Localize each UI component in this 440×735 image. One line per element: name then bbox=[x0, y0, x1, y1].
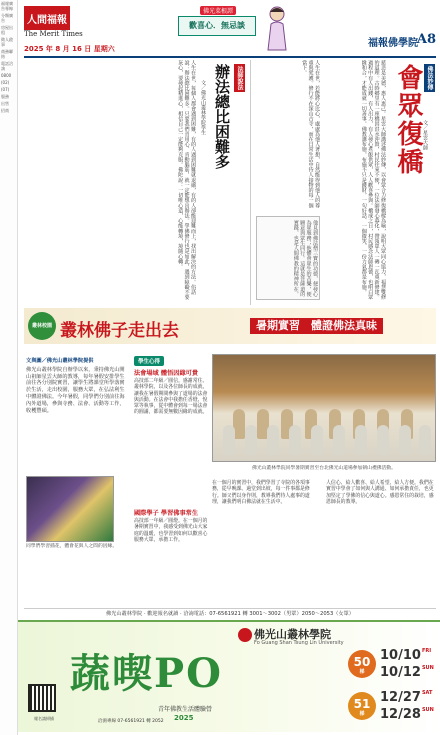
section-name: 福報佛學院 bbox=[368, 38, 418, 49]
classified-item: 電話洽詢 bbox=[1, 61, 13, 71]
classified-item: 福報廣告專線 bbox=[1, 1, 13, 11]
mid-article-author: 文／佛光山叢林學院學生 bbox=[200, 80, 206, 135]
classified-item: (07) bbox=[1, 87, 10, 92]
session-start-date: $10/10^{FRI}$ bbox=[380, 648, 432, 663]
feature-column-4: 人信心、給人歡喜、給人希望、給人方便。我們在實習中學會了如何與人溝通、如何承擔責任，也更加堅定了學佛的信心與道心。感恩常住的栽培，感恩師長的教導。 bbox=[326, 480, 434, 505]
session-number: 51 梯 bbox=[348, 692, 376, 720]
quote-text: 他見到佛法僧三寶的功德，便發心為眾服務；他體會眾生的苦樂，便願意與眾生同行。這就是菩薩道的實踐，也是人間佛教的精神所在。 bbox=[292, 220, 318, 297]
classified-item: 分類廣告 bbox=[1, 13, 13, 23]
classified-item: 出售 bbox=[1, 101, 9, 106]
feature-badge: 叢林校園 bbox=[28, 312, 56, 340]
feature-intro bbox=[26, 358, 126, 414]
column-label: 佛法妙傳 bbox=[426, 66, 433, 90]
photo-person bbox=[399, 425, 411, 455]
classified-item: 徵人啟事 bbox=[1, 37, 13, 47]
feature-byline: 文與圖／佛光山叢林學院提供 bbox=[26, 358, 94, 364]
photo-person bbox=[223, 425, 235, 455]
group-photo-caption: 佛光山叢林學院同學暑期實習至台北佛光山道場參加朝山禮佛活動。 bbox=[252, 466, 396, 471]
org-logo-icon bbox=[238, 628, 252, 642]
group-photo bbox=[212, 354, 436, 462]
reflection-2-title: 國際學子 學習佛事常生 bbox=[134, 510, 199, 517]
photo-person bbox=[245, 425, 257, 455]
main-article-body: 慈悲是美德，惠人惠己。星雲大師講述佛法妙傳，以會眾合力修復橋樑為喻，說明大眾同心協力，福慧雙修的道理。古時鄉里有一座橋因洪水沖毀，村民往來不便，一位法師發心募化，帶領眾人一磚一瓦重新修建。過程中有人出錢，有人出力，有人發心煮飯供眾，人人歡喜參與。橋成之日，村民感念法師恩德，也明白眾緣和合，才能成就一切善事。佛教講布施，布施不只是錢財，一句好話、一個微笑、一份力氣都是布施。 bbox=[360, 60, 386, 300]
column-tag: 佛光菜根譚 bbox=[200, 6, 236, 15]
feature-section bbox=[18, 308, 440, 608]
classified-item: 服務 bbox=[1, 94, 9, 99]
classified-item: 招商 bbox=[1, 108, 9, 113]
advertisement bbox=[18, 620, 440, 732]
feature-intro-text: 佛光山叢林學院自辦學以來，秉持佛光山開山祖師星雲大師的教導，每年暑假安排學生前往各分別院實習，讓學生將課堂所學落實於生活，走出校園，服務大眾，在弘法利生中體證佛法。今年暑假，同學們分別前往海內外道場，參與寺務、法會、活動等工作，收穫豐碩。 bbox=[26, 366, 125, 414]
classified-strip bbox=[0, 0, 18, 735]
photo-person bbox=[333, 425, 345, 455]
photo-caption: 同學們學習插花，體會花與人之間的因緣。 bbox=[26, 544, 118, 549]
column-title: 歡喜心．無忌談 bbox=[178, 16, 256, 36]
feature-title: 叢林佛子走出去 bbox=[60, 321, 179, 341]
photo-person bbox=[355, 425, 367, 455]
main-article-title: 會眾復橋 bbox=[393, 64, 423, 176]
reflection-1-title: 法會場域 體悟因緣可貴 bbox=[134, 370, 199, 377]
main-article-author: 文／星雲大師 bbox=[422, 120, 428, 150]
session-number: 50 梯 bbox=[348, 650, 376, 678]
ad-headline: 蔬喫PO bbox=[70, 650, 223, 697]
photo-person bbox=[311, 425, 323, 455]
admissions-info-bar: 佛光山叢林學院 · 歡迎報名就讀 · 洽詢電話：07-6561921 轉 3001～3002（男眾）2050～2053（女眾） bbox=[24, 608, 436, 618]
classified-item: 0800 bbox=[1, 73, 12, 78]
masthead bbox=[18, 0, 440, 60]
session-start-date: $12/27^{SAT}$ bbox=[380, 690, 433, 705]
classified-item: (02) bbox=[1, 80, 10, 85]
issue-date: 2025 年 8 月 16 日 星期六 bbox=[24, 45, 115, 53]
student-reflection-tag: 學生心得 bbox=[134, 356, 164, 366]
flower-arranging-photo bbox=[26, 476, 114, 542]
newspaper-logo-en: The Merit Times bbox=[24, 30, 83, 38]
classified-item: 商務聯絡 bbox=[1, 49, 13, 59]
newspaper-logo: 人間福報 bbox=[24, 6, 70, 30]
feature-subtitle: 暑期實習 體證佛法真味 bbox=[250, 318, 383, 334]
photo-person bbox=[267, 425, 279, 455]
page-number: A8 bbox=[416, 32, 436, 47]
photo-person bbox=[419, 425, 431, 455]
main-article-side: 人生在世，若能將心比心，處處為他人著想，自然能得到他人的尊重與愛護。修行不在深山古寺，而在日常生活中待人接物的每一個當下。 bbox=[301, 60, 320, 208]
mid-column-tag: 法師說法 bbox=[236, 66, 243, 90]
reflection-1-text: 高技部二年級／圓信。感謝常住、叢林學院，以及各位師長的成就，讓我在暑假期間參與了道場的法會與活動。在法會中我擔任香燈、悅眾等執事，從中體會到每一場法會的圓滿，都需要無數因緣的成就。 bbox=[134, 378, 208, 416]
ad-organization: 佛光山叢林學院 bbox=[254, 628, 331, 641]
photo-person bbox=[289, 425, 301, 455]
ad-year: 2025 bbox=[174, 714, 194, 722]
session-block bbox=[348, 688, 438, 726]
cartoon-figure-icon bbox=[262, 4, 292, 52]
ad-organization-en: Fo Guang Shan Tsung Lin University bbox=[254, 640, 344, 646]
qr-code-icon[interactable] bbox=[28, 684, 56, 712]
ad-caption: 青年佛教生活體驗營 bbox=[158, 706, 213, 713]
mid-article-title: 辦法總比困難多 bbox=[213, 64, 231, 169]
quote-box bbox=[256, 216, 320, 300]
mid-article-body: 人生在世，每個人都會遇到困難，有的人遇到困難就退縮，有的人卻能迎難而上，找出解決的方法。俗話說：辦法總比困難多。只要我們肯用心、肯動腦筋，就一定能想出辦法。學佛修行也是如此，遇到障礙不要灰心，要發起精進心，相信自己一定能夠克服。佛陀說：一切唯心造，心能轉境，境隨心轉。 bbox=[177, 60, 196, 300]
upper-articles bbox=[24, 60, 436, 305]
column-divider bbox=[250, 60, 251, 305]
session-block bbox=[348, 646, 438, 684]
ad-contact: 洽詢專線 07-6561921 轉 2052 bbox=[98, 719, 164, 724]
feature-header-band bbox=[24, 308, 436, 344]
qr-caption: 報名請掃描 bbox=[34, 716, 54, 721]
session-end-date: $10/12^{SUN}$ bbox=[380, 665, 434, 680]
session-end-date: $12/28^{SUN}$ bbox=[380, 707, 434, 722]
photo-person bbox=[377, 425, 389, 455]
feature-column-3: 在一個月的實習中，我們學習了寺院的各項事務，從早晚課、過堂到出坡，每一件事都是修行。師父們以身作則，教導我們待人處事的道理，讓我們明白佛法就在生活中。 bbox=[212, 480, 310, 505]
header-rule bbox=[24, 56, 436, 58]
classified-item: 房屋出租 bbox=[1, 25, 13, 35]
reflection-2-text: 高技部一年級／圓燈。在一個月的暑期實習中，我感受到佛光山大家庭的溫暖，也學習到如何以歡喜心服務大眾，承擔工作。 bbox=[134, 518, 208, 543]
